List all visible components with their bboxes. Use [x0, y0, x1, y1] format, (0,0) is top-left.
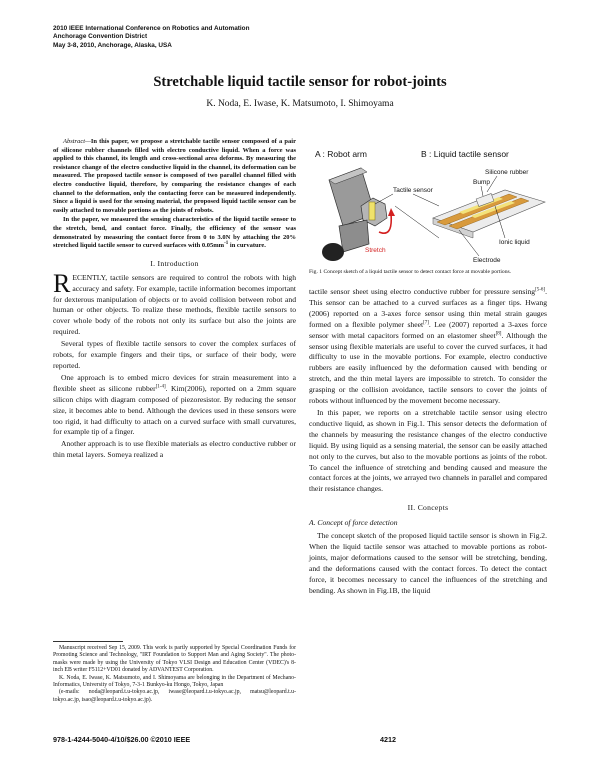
intro-paragraph-4: Another approach is to use flexible materials as electro conductive rubber or thin metal layers. Someya realized a: [53, 439, 296, 460]
footnote-rule: [53, 641, 123, 642]
bump-label: Bump: [473, 179, 490, 186]
abstract: [53, 138, 296, 251]
figure-caption: Fig. 1 Concept sketch of a liquid tactile sensor to detect contact force at movable portions.: [309, 269, 512, 275]
footer-isbn: 978-1-4244-5040-4/10/$26.00 ©2010 IEEE: [53, 735, 191, 744]
right-column-body: [309, 287, 547, 495]
right-column: [309, 287, 547, 598]
figure-label-b: B : Liquid tactile sensor: [421, 149, 509, 159]
right-paragraph-3: The concept sketch of the proposed liquid tactile sensor is shown in Fig.2. When the liquid tactile sensor was attached to movable portions as robot-joints, major deformations caused to the sensor will be stretching, bending, and the deformations caused with the contact forces. To detect the contact force, it becomes necessary to cancel the influences of the stretching and bending. As shown in Fig.1B, the liquid: [309, 531, 547, 595]
intro-paragraph-1: ECENTLY, tactile sensors are required to control the robots with high accuracy and safety. For example, tactile information becomes important for dexterous manipulation of objects or to avoid collision between robot and human or other objects. To realize these methods, flexible tactile sensors to cover whole body of the robots not only its surface but also the joints are required.: [53, 272, 296, 337]
detail-leader-2: [395, 206, 439, 238]
arm-base: [322, 243, 344, 261]
conference-header: [53, 25, 313, 50]
citation-8: [8]: [495, 331, 502, 337]
citation-5-6: [5-6]: [535, 287, 546, 293]
tactile-sensor-patch: [369, 202, 375, 220]
right-paragraph-1c: . Lee (2007) reported a 3-axes force sensor with metal capacitors formed on an elastomer sheet: [309, 319, 547, 340]
ionic-liquid-label: Ionic liquid: [499, 239, 530, 246]
abstract-superscript: -1: [224, 240, 229, 246]
conference-name: 2010 IEEE International Conference on Robotics and Automation: [53, 25, 250, 32]
introduction-body: [53, 268, 296, 461]
paper-authors: K. Noda, E. Iwase, K. Matsumoto, I. Shimoyama: [206, 99, 394, 109]
right-paragraph-1a: tactile sensor sheet using electro conductive rubber for pressure sensing: [309, 287, 536, 296]
right-paragraph-1b: . This sensor can be attached to a curved surfaces as a finger tips. Hwang (2006) reported on a 3-axes force sensor using thin metal strain gauges formed on a flexible polymer sheet: [309, 287, 547, 329]
intro-paragraph-2: Several types of flexible tactile sensors to cover the complex surfaces of robots, for example fingers and their tips, or surface of their body, were reported.: [53, 339, 296, 370]
abstract-paragraph-2-end: in curvature.: [228, 242, 266, 250]
footnote-affiliation: K. Noda, E. Iwase, K. Matsumoto, and I. Shimoyama are belonging in the Department of Mechano-Informatics, University of Tokyo, 7-3-1 Bunkyo-ku Hongo, Tokyo, Japan: [53, 674, 296, 689]
intro-paragraph-3a: One approach is to embed micro devices for strain measurement into a flexible sheet as silicone rubber: [53, 372, 296, 393]
tactile-sensor-leader: [375, 194, 393, 204]
paper-title: Stretchable liquid tactile sensor for robot-joints: [153, 74, 447, 90]
section-heading-concepts: II. Concepts: [407, 503, 449, 513]
stretch-arrowhead: [388, 208, 395, 216]
figure-1: [309, 140, 547, 285]
section-heading-introduction: I. Introduction: [150, 258, 199, 268]
figure-label-a: A : Robot arm: [315, 149, 367, 159]
footnote: [53, 641, 296, 704]
abstract-label: Abstract—: [63, 138, 91, 145]
stretch-label: Stretch: [365, 247, 386, 254]
citation-7: [7]: [423, 320, 429, 326]
footnote-emails: (e-mails: noda@leopard.t.u-tokyo.ac.jp, iwase@leopard.t.u-tokyo.ac.jp, matsu@leopard.t.u-tokyo.ac.jp, isao@leopard.t.u-tokyo.ac.jp).: [53, 689, 296, 703]
intro-paragraph-3b: . Kim(2006), reported on a 2mm square silicon chips with diagram composed of piezoresistor. By reducing the sensor size, it becomes able to bend. Although the devices used in these sensors were too rigid, it had difficulty to attach on a curved surface with small curvatures, for example tip of a finger.: [53, 383, 296, 437]
conference-date: May 3-8, 2010, Anchorage, Alaska, USA: [53, 41, 172, 49]
footnote-manuscript: Manuscript received Sep 15, 2009. This work is partly supported by Special Coordination Funds for Promoting Science and Technology, "IRT Foundation to Support Man and Aging Society". The photo-masks were made by using the University of Tokyo VLSI Design and Education Center (VDEC)'s 8-inch EB writer F5112+VD01 donated by ADVANTEST Corporation.: [53, 645, 296, 674]
right-paragraph-2: In this paper, we reports on a stretchable tactile sensor using electro conductive liquid, as shown in Fig.1. This sensor detects the deformation of the channels by measuring the resistance changes of the electro conductive liquid. By using liquid as a sensing material, the sensor can be easily attached not only to the curves, but also to the movable portions as joints of the robot. To cancel the influence of stretching and bending caused and measure the contact forces at the joints, we arrayed two channels in parallel and compared their resistance changes.: [309, 407, 547, 494]
figure-1-sketch: [309, 140, 547, 268]
bump-leader: [481, 186, 483, 196]
conference-venue: Anchorage Convention District: [53, 33, 148, 41]
concepts-body: [309, 531, 547, 596]
abstract-paragraph-1: In this paper, we propose a stretchable tactile sensor composed of a pair of silicone rubber channels filled with electro conductive liquid. When a force was applied to this channel, its length and cross-sectional area deforms. By measuring the resistance change of the electro conductive liquid in the channel, its deformation can be measured. The proposed tactile sensor is composed of two parallel channel filled with electro conductive liquid, therefore, by comparing the resistance changes of each channel to the deformation, only the contacting force can be measured independently. Since a liquid is used for the sensing material, the proposed liquid tactile sensor can be easily attached to movable portions as the joints of robots.: [53, 138, 296, 214]
drop-cap: R: [53, 268, 71, 298]
electrode-label: Electrode: [473, 257, 501, 264]
right-paragraph-1d: . Although the sensor using flexible materials are useful to cover the curved surfaces, it had difficulty to use in the movable portions. For example, electro conductive rubbers are easily influenced by the deformation caused with bending or stretch, and the thin metal layers are impossible to stretch. To consider the grasping or the collision avoidance, tactile sensors to cover the joints of robots without influenced by the movement become necessary.: [309, 330, 547, 406]
detail-leader-1: [413, 194, 439, 206]
silicone-rubber-label: Silicone rubber: [485, 169, 529, 176]
citation-1-4: [1-4]: [155, 384, 166, 390]
footer-page-number: 4212: [380, 735, 396, 744]
subsection-heading-force-detection: A. Concept of force detection: [309, 518, 398, 528]
left-column: [53, 138, 296, 462]
abstract-paragraph-2: In the paper, we measured the sensing characteristics of the liquid tactile sensor to the stretch, bend, and contact force. Finally, the efficiency of the sensor was demonstrated by measuring the contact force from 0 to 3.0N by attaching the 20% stretched liquid tactile sensor to curved surfaces with 0.05mm: [53, 216, 296, 250]
tactile-sensor-label: Tactile sensor: [393, 187, 433, 194]
